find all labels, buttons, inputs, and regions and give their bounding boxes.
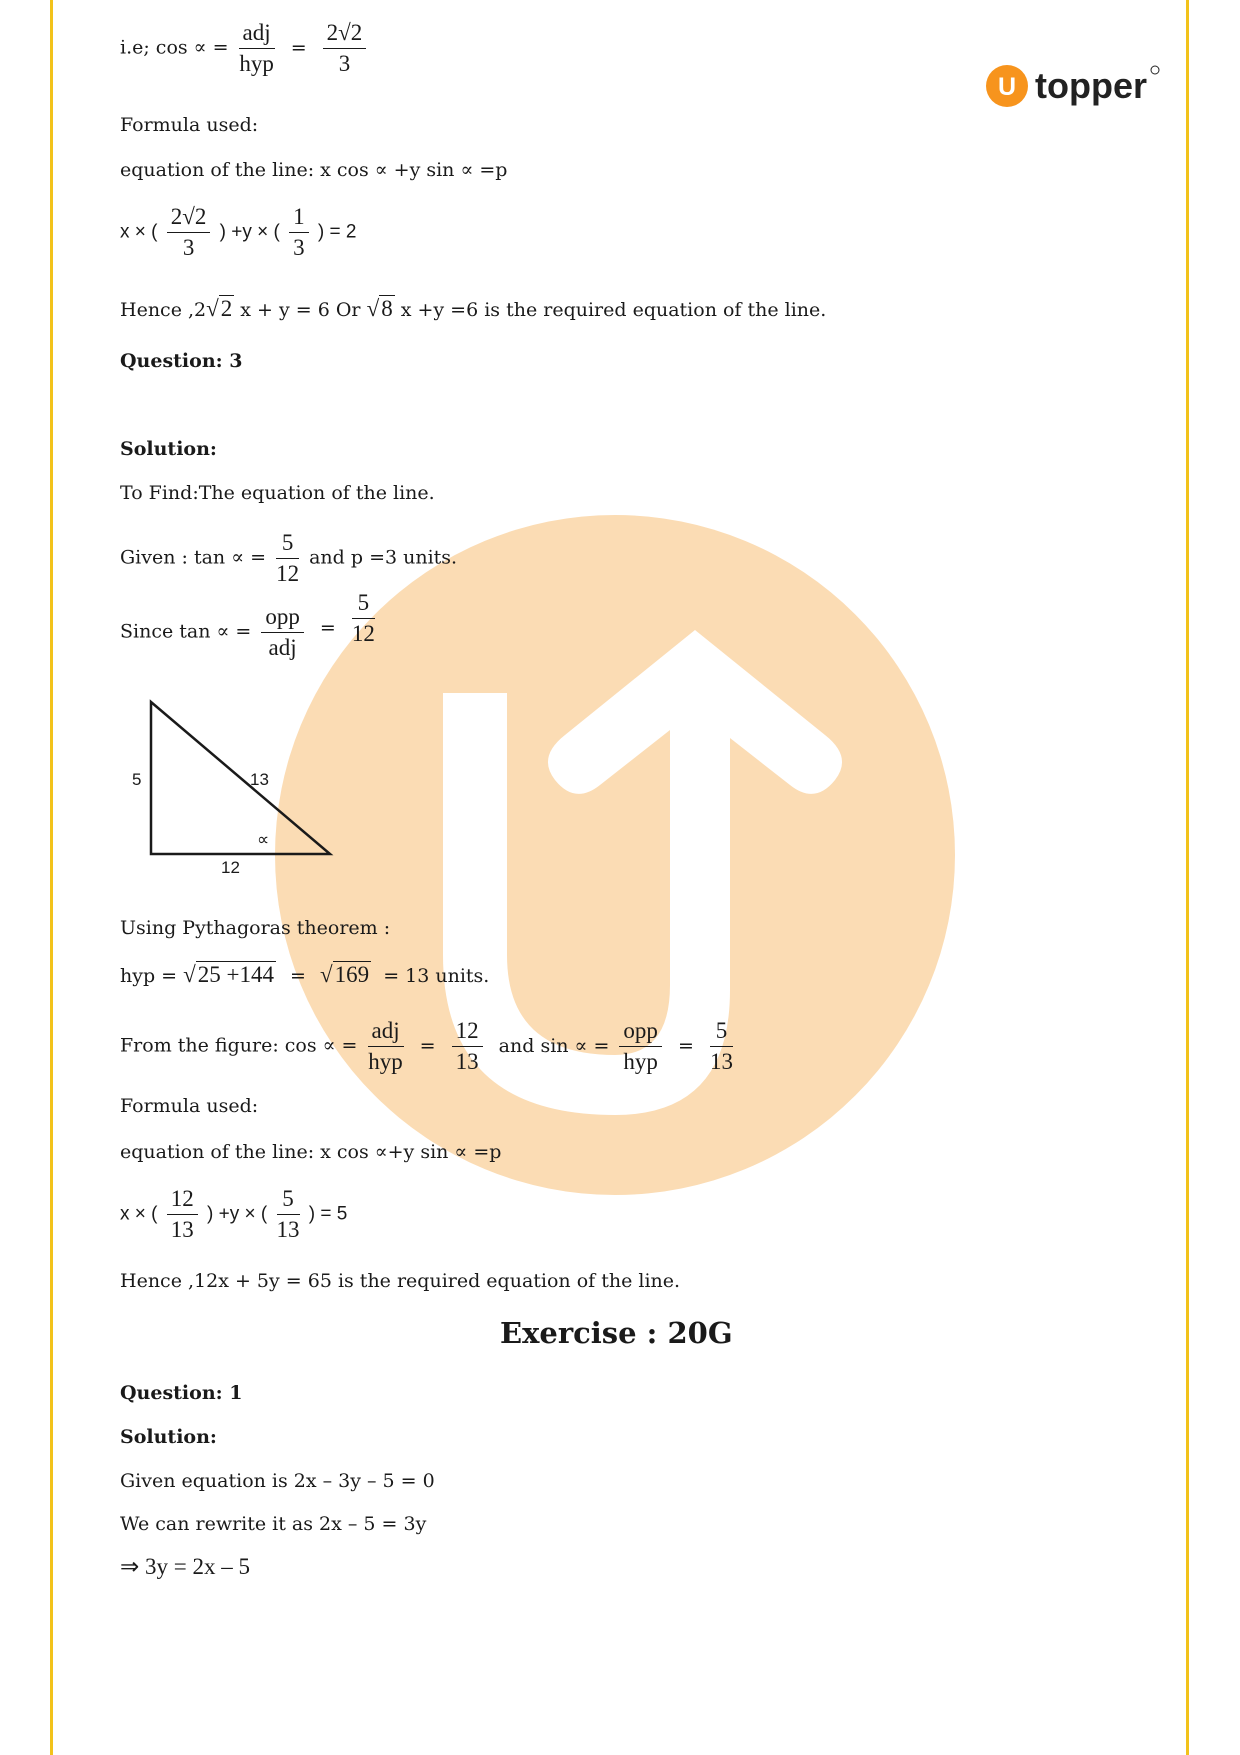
question-1-heading: Question: 1 (120, 1382, 243, 1404)
to-find-line: To Find:The equation of the line. (120, 482, 435, 504)
triangle-base-12: 12 (221, 858, 240, 877)
equation-of-line: equation of the line: x cos ∝ +y sin ∝ =p (120, 159, 508, 181)
question-3-heading: Question: 3 (120, 350, 243, 372)
hyp-calculation: hyp = √25 +144 = √169 = 13 units. (120, 962, 490, 987)
equation-of-line-2: equation of the line: x cos ∝+y sin ∝ =p (120, 1141, 502, 1163)
given-line: Given : tan ∝ = $\frac{5}{12}$ and p =3 units. (120, 530, 458, 586)
svg-text:U: U (997, 73, 1017, 101)
since-tan-line: Since tan ∝ = $\frac{\text{opp}}{\text{adj}}$ = $\frac{5}{12}$ (120, 590, 375, 660)
solution-heading: Solution: (120, 438, 217, 460)
hence-line-1: Hence ,2√2 x + y = 6 Or √8 x +y =6 is the required equation of the line. (120, 296, 827, 321)
substitution-line: x × ( $\frac{2√2}{3}$ ) +y × ( $\frac{1}{3}$ ) = 2 (120, 204, 357, 260)
substitution-line-2: x × ( $\frac{12}{13}$ ) +y × ( $\frac{5}{13}$ ) = 5 (120, 1186, 348, 1242)
page-border-right (1186, 0, 1189, 1755)
exercise-heading: Exercise : 20G (500, 1316, 733, 1350)
solution-heading-2: Solution: (120, 1426, 217, 1448)
svg-text:topper: topper (1035, 65, 1147, 106)
rewrite-line: We can rewrite it as 2x – 5 = 3y (120, 1513, 427, 1535)
topper-logo-icon (985, 62, 1160, 117)
formula-used-label: Formula used: (120, 114, 259, 136)
triangle-side-5: 5 (132, 770, 142, 789)
pythagoras-line: Using Pythagoras theorem : (120, 917, 391, 939)
given-equation-line: Given equation is 2x – 3y – 5 = 0 (120, 1470, 435, 1492)
page-border-left (50, 0, 53, 1755)
right-triangle-figure (140, 695, 340, 860)
from-figure-line: From the figure: cos ∝ = $\frac{\text{adj}}{\text{hyp}}$ = $\frac{12}{13}$ and sin ∝ = $\frac{\text{opp}}{\text{hyp}}$ = $\frac{5}{13}$ (120, 1018, 733, 1074)
formula-used-label-2: Formula used: (120, 1095, 259, 1117)
topper-logo (985, 62, 1160, 122)
implies-line: ⇒ 3y = 2x – 5 (120, 1554, 250, 1579)
cos-alpha-line: i.e; cos ∝ = $\frac{\text{adj}}{\text{hyp}}$ = $\frac{2√2}{3}$ (120, 20, 370, 77)
hence-line-2: Hence ,12x + 5y = 65 is the required equation of the line. (120, 1270, 681, 1292)
triangle-angle-alpha: ∝ (257, 830, 270, 849)
triangle-hypotenuse-13: 13 (250, 770, 269, 789)
